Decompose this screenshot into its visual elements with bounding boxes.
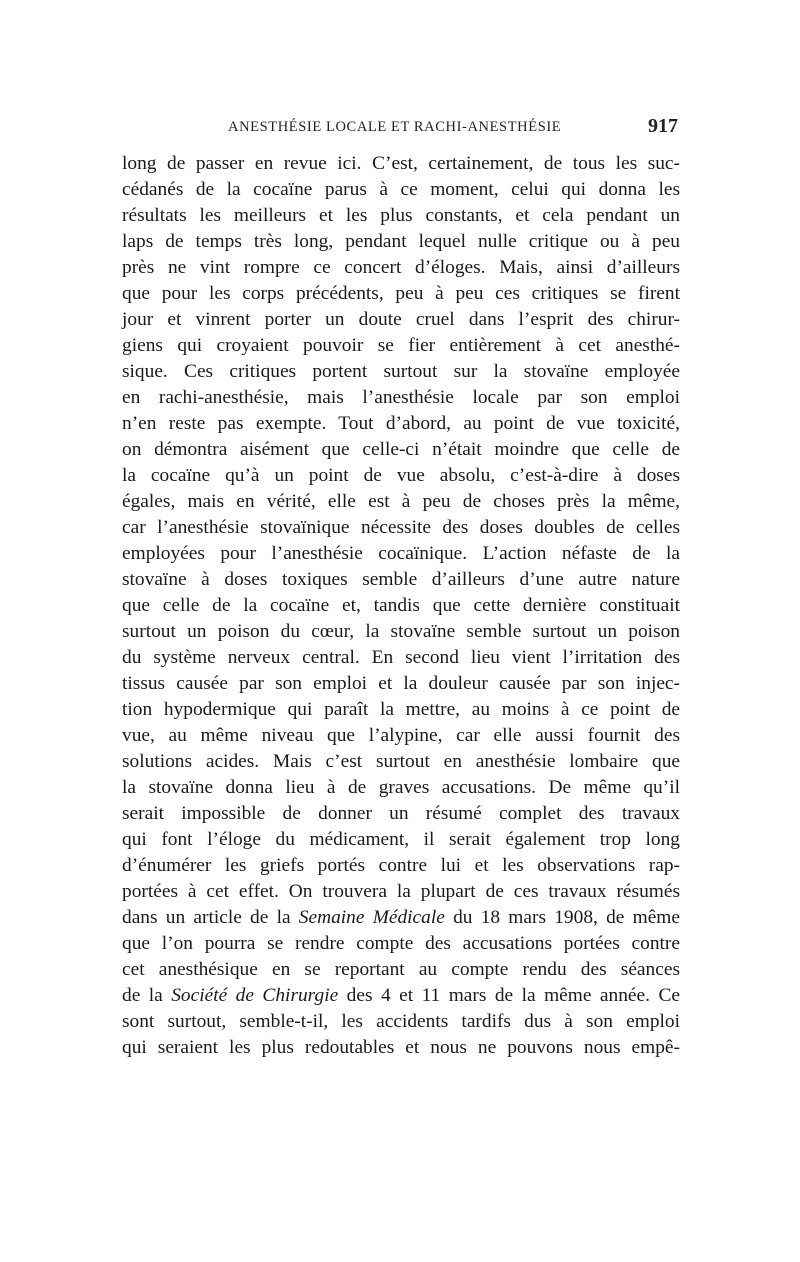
text-line: égales, mais en vérité, elle est à peu de choses près la même, [122, 491, 680, 512]
text-line: cet anesthésique en se reportant au compte rendu des séances [122, 959, 680, 980]
text-line: la stovaïne donna lieu à de graves accusations. De même qu’il [122, 777, 680, 798]
journal-title: Semaine Médicale [298, 907, 445, 928]
text-line: que l’on pourra se rendre compte des accusations portées contre [122, 933, 680, 954]
running-title: ANESTHÉSIE LOCALE ET RACHI-ANESTHÉSIE [228, 119, 562, 135]
society-title: Société de Chirurgie [171, 985, 339, 1006]
text-line: car l’anesthésie stovaïnique nécessite des doses doubles de celles [122, 517, 680, 538]
page-number: 917 [648, 115, 678, 137]
text-line: tissus causée par son emploi et la douleur causée par son injec- [122, 673, 680, 694]
text-line: serait impossible de donner un résumé complet des travaux [122, 803, 680, 824]
text-line: qui font l’éloge du médicament, il serait également trop long [122, 829, 680, 850]
text-line: laps de temps très long, pendant lequel nulle critique ou à peu [122, 231, 680, 252]
text-line: du système nerveux central. En second lieu vient l’irritation des [122, 647, 680, 668]
text-line: la cocaïne qu’à un point de vue absolu, c’est-à-dire à doses [122, 465, 680, 486]
text-line: stovaïne à doses toxiques semble d’ailleurs d’une autre nature [122, 569, 680, 590]
text-line: cédanés de la cocaïne parus à ce moment, celui qui donna les [122, 179, 680, 200]
body-text [122, 151, 680, 1061]
text-segment: de la [122, 985, 172, 1006]
text-line-with-citation [122, 905, 680, 931]
text-line: qui seraient les plus redoutables et nous ne pouvons nous empê- [122, 1037, 680, 1058]
text-line: surtout un poison du cœur, la stovaïne semble surtout un poison [122, 621, 680, 642]
text-line: jour et vinrent porter un doute cruel dans l’esprit des chirur- [122, 309, 680, 330]
text-line: sont surtout, semble-t-il, les accidents tardifs dus à son emploi [122, 1011, 680, 1032]
text-line: résultats les meilleurs et les plus constants, et cela pendant un [122, 205, 680, 226]
running-head [228, 115, 680, 143]
text-line: près ne vint rompre ce concert d’éloges. Mais, ainsi d’ailleurs [122, 257, 680, 278]
text-line: sique. Ces critiques portent surtout sur la stovaïne employée [122, 361, 680, 382]
text-segment: du 18 mars 1908, de même [444, 907, 680, 928]
text-line: vue, au même niveau que l’alypine, car elle aussi fournit des [122, 725, 680, 746]
text-line: n’en reste pas exempte. Tout d’abord, au point de vue toxicité, [122, 413, 680, 434]
text-line: que pour les corps précédents, peu à peu ces critiques se firent [122, 283, 680, 304]
text-line: solutions acides. Mais c’est surtout en anesthésie lombaire que [122, 751, 680, 772]
text-line: long de passer en revue ici. C’est, certainement, de tous les suc- [122, 153, 680, 174]
text-line: on démontra aisément que celle-ci n’était moindre que celle de [122, 439, 680, 460]
text-segment: dans un article de la [122, 907, 299, 928]
text-line: en rachi-anesthésie, mais l’anesthésie locale par son emploi [122, 387, 680, 408]
text-line: employées pour l’anesthésie cocaïnique. L’action néfaste de la [122, 543, 680, 564]
text-line: tion hypodermique qui paraît la mettre, au moins à ce point de [122, 699, 680, 720]
text-line: giens qui croyaient pouvoir se fier entièrement à cet anesthé- [122, 335, 680, 356]
text-line: portées à cet effet. On trouvera la plupart de ces travaux résumés [122, 881, 680, 902]
text-line: d’énumérer les griefs portés contre lui et les observations rap- [122, 855, 680, 876]
text-line-with-citation [122, 983, 680, 1009]
text-line: que celle de la cocaïne et, tandis que cette dernière constituait [122, 595, 680, 616]
text-segment: des 4 et 11 mars de la même année. Ce [338, 985, 680, 1006]
